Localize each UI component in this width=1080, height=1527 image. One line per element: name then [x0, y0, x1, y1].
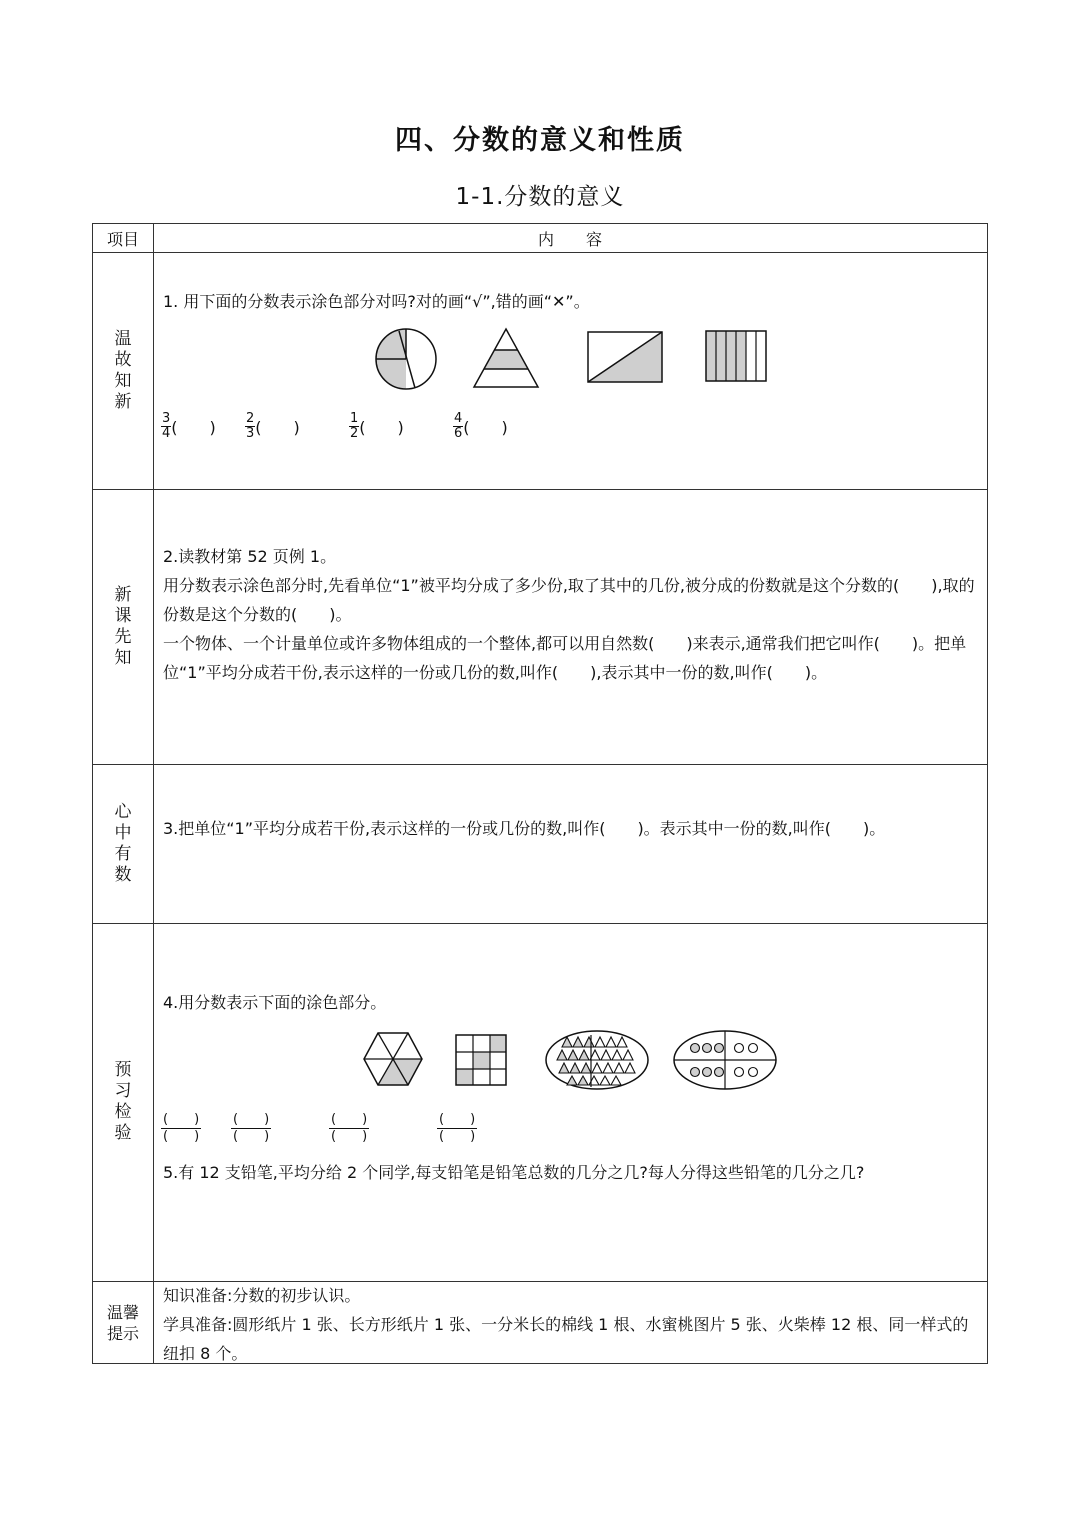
page-title: 四、分数的意义和性质	[395, 125, 685, 156]
rectangle-diagonal-figure	[587, 331, 663, 383]
mind-label: 心中有数	[114, 801, 132, 885]
fraction-answer-2: $\frac{2}{3}$ ( )	[246, 411, 300, 441]
striped-rectangle-figure	[705, 330, 767, 382]
header-content: 内 容	[537, 229, 602, 249]
preview-label: 新课先知	[114, 584, 132, 668]
check-label-cell	[93, 923, 153, 1281]
preview-label-cell	[93, 489, 153, 764]
tips-line-2: 学具准备:圆形纸片 1 张、长方形纸片 1 张、一分米长的棉线 1 根、水蜜桃图片 5 张、火柴棒 12 根、同一样式的纽扣 8 个。	[163, 1315, 969, 1363]
question-3: 3.把单位“1”平均分成若干份,表示这样的一份或几份的数,叫作( )。表示其中一份的数,叫作( )。	[163, 819, 886, 838]
row-divider	[93, 764, 987, 765]
row-divider	[93, 923, 987, 924]
blank-fraction-3: ( ) ( )	[331, 1112, 368, 1144]
blank-fraction-1: ( ) ( )	[163, 1112, 200, 1144]
question-4: 4.用分数表示下面的涂色部分。	[163, 993, 387, 1012]
question-2-title: 2.读教材第 52 页例 1。	[163, 547, 337, 566]
header-item: 项目	[106, 229, 139, 249]
triangles-oval-figure	[545, 1030, 649, 1090]
row-divider	[93, 489, 987, 490]
question-2-paragraph-1: 用分数表示涂色部分时,先看单位“1”被平均分成了多少份,取了其中的几份,被分成的份数就是这个分数的( ),取的份数是这个分数的( )。	[163, 576, 975, 624]
question-5: 5.有 12 支铅笔,平均分给 2 个同学,每支铅笔是铅笔总数的几分之几?每人分得这些铅笔的几分之几?	[163, 1163, 865, 1182]
hexagon-figure	[363, 1031, 423, 1087]
fraction-answer-3: $\frac{1}{2}$ ( )	[350, 411, 404, 441]
review-label: 温故知新	[114, 328, 132, 412]
grid-figure	[455, 1034, 507, 1086]
question-2	[163, 542, 981, 687]
tips-label-cell	[93, 1281, 153, 1365]
circle-figure	[375, 328, 437, 390]
check-label: 预习检验	[114, 1060, 132, 1143]
lesson-subtitle: 1-1.分数的意义	[455, 184, 625, 210]
fraction-answer-1: $\frac{3}{4}$ ( )	[162, 411, 216, 441]
circles-oval-figure	[673, 1030, 777, 1090]
tips-line-1: 知识准备:分数的初步认识。	[163, 1286, 361, 1305]
tips-label: 温馨提示	[106, 1303, 139, 1343]
tips-content	[163, 1281, 981, 1368]
triangle-figure	[473, 328, 539, 388]
fraction-answer-4: $\frac{4}{6}$ ( )	[454, 411, 508, 441]
question-1: 1. 用下面的分数表示涂色部分对吗?对的画“√”,错的画“✕”。	[163, 292, 590, 311]
header-content-cell	[153, 224, 987, 252]
blank-fraction-2: ( ) ( )	[233, 1112, 270, 1144]
blank-fraction-4: ( ) ( )	[439, 1112, 476, 1144]
row-divider	[93, 252, 987, 253]
mind-label-cell	[93, 764, 153, 923]
worksheet-table	[92, 223, 988, 1364]
header-item-cell	[93, 224, 153, 252]
column-divider	[153, 224, 154, 1363]
review-label-cell	[93, 252, 153, 489]
question-2-paragraph-2: 一个物体、一个计量单位或许多物体组成的一个整体,都可以用自然数( )来表示,通常我们把它叫作( )。把单位“1”平均分成若干份,表示这样的一份或几份的数,叫作( ),表示其中一份的数,叫作( )。	[163, 634, 967, 682]
